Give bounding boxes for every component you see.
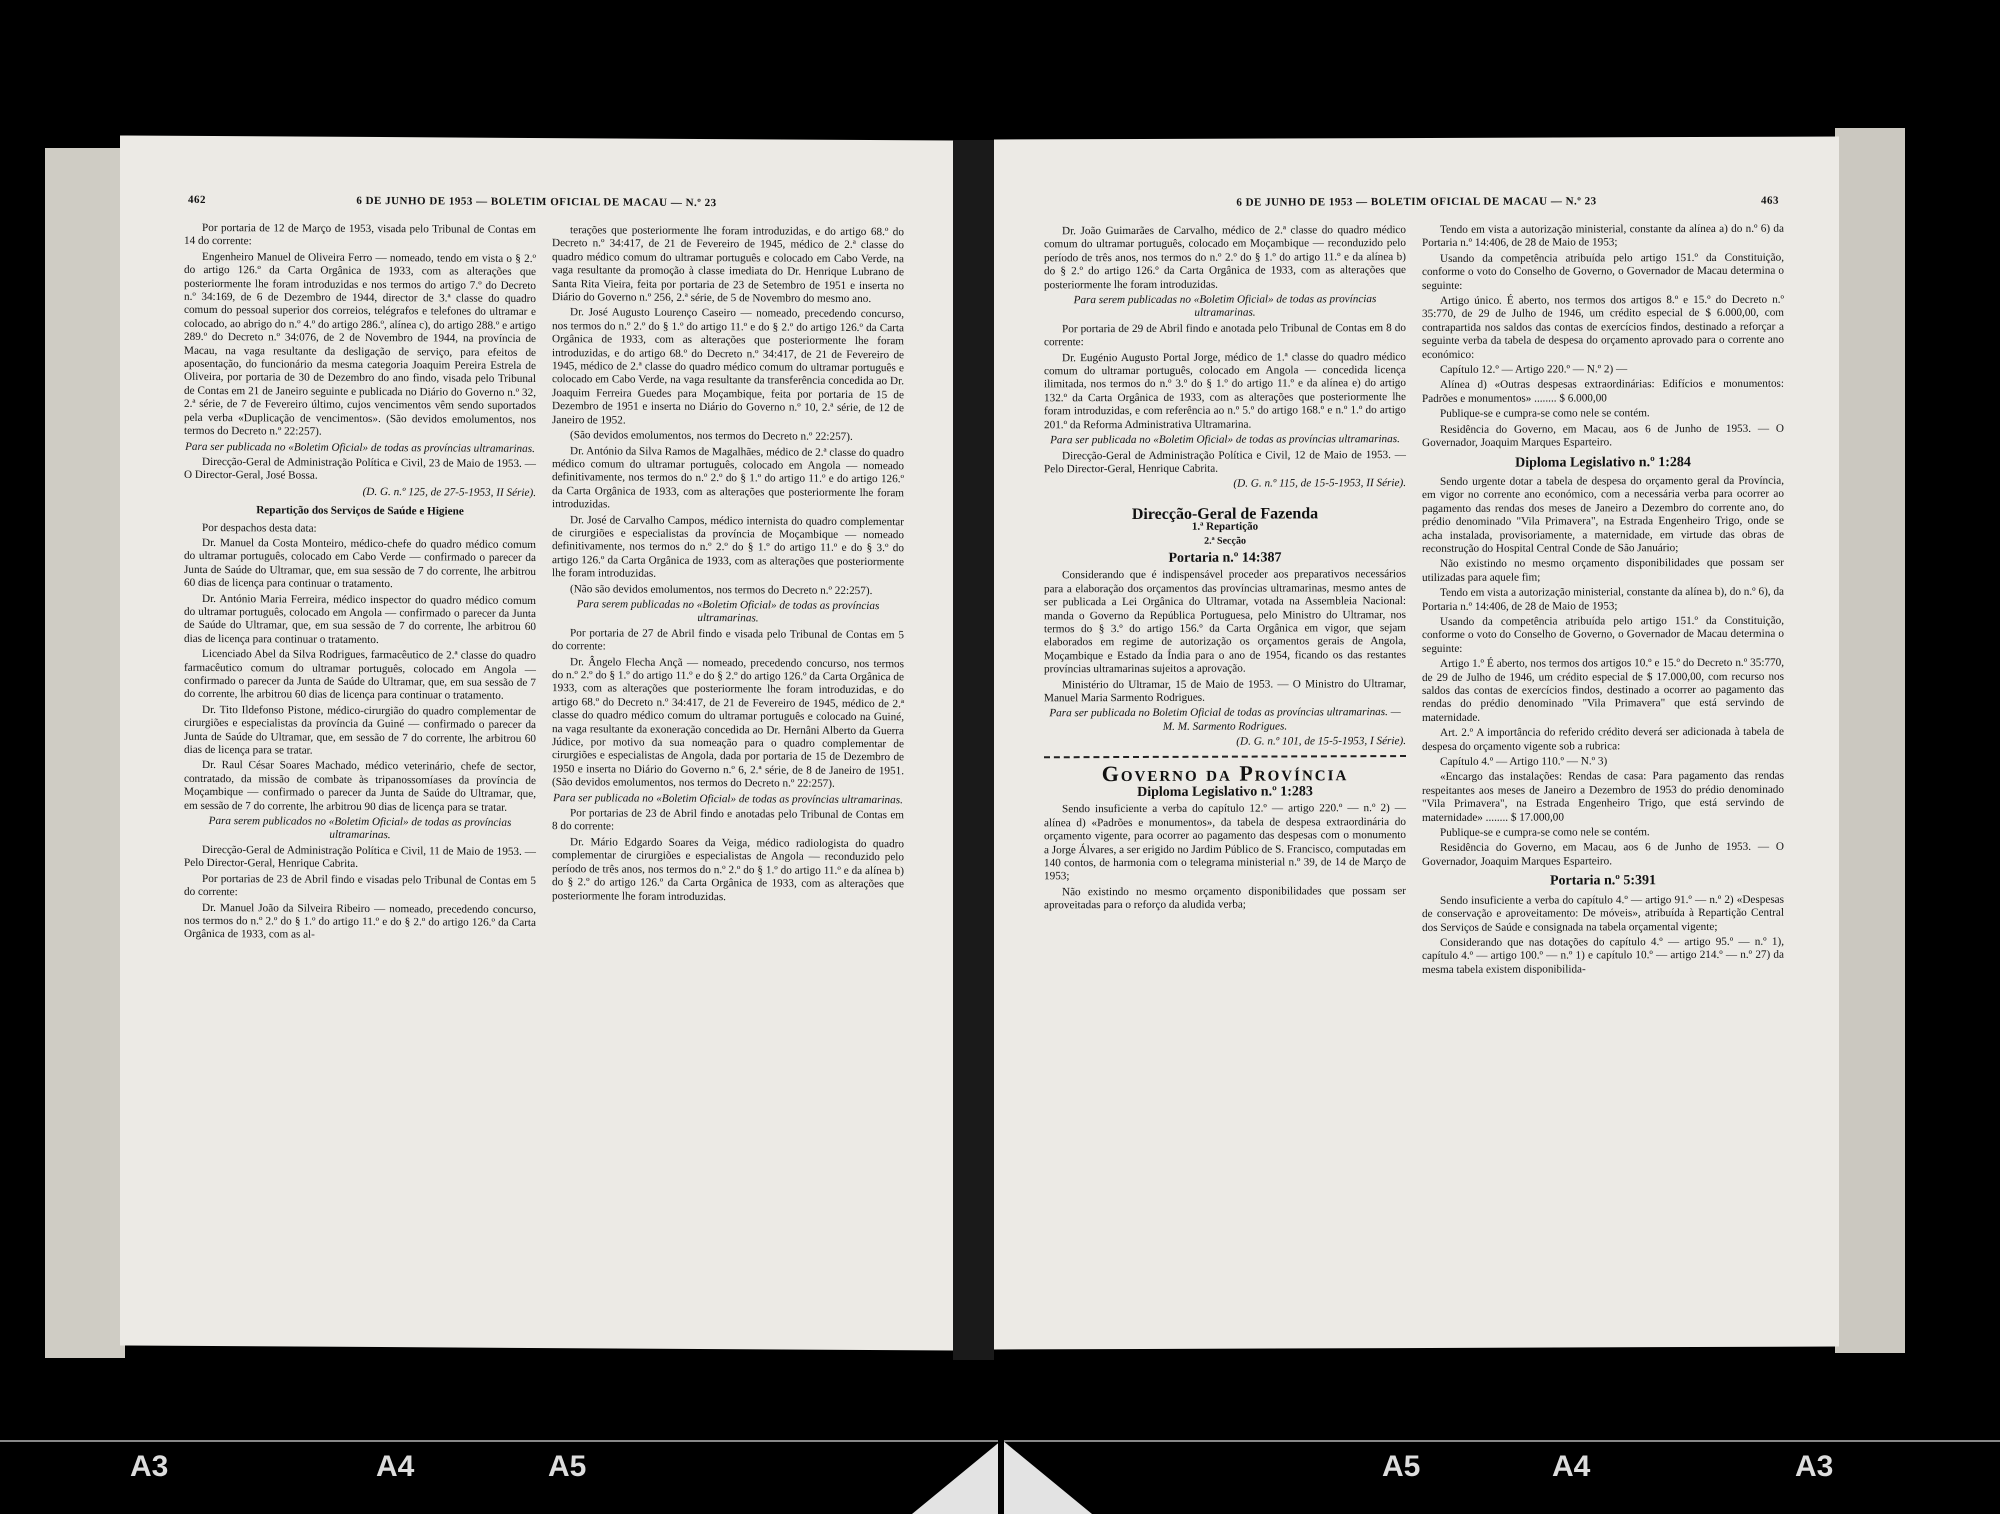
paragraph: Publique-se e cumpra-se como nele se contém. bbox=[1440, 826, 1650, 839]
left-column-1 bbox=[184, 222, 536, 946]
paragraph: Licenciado Abel da Silva Rodrigues, farmacêutico de 2.ª classe do quadro farmacêutico comum do ultramar português, colocado em Angola — confirmado o parecer da Junta de Saúde do Ultramar, que, em sua sessão de 7 do corrente, lhe arbitrou 60 dias de licença para continuar o tratamento. bbox=[184, 648, 536, 703]
paragraph: Dr. António Maria Ferreira, médico inspector do quadro médico comum do ultramar português, colocado em Angola — confirmado o parecer da Junta de Saúde do Ultramar, que, em sua sessão de 7 do corrente, lhe arbitrou 60 dias de licença para continuar o tratamento. bbox=[184, 592, 536, 646]
paragraph: Sendo insuficiente a verba do capítulo 12.º — artigo 220.º — n.º 2) — alínea d) «Padrões e monumentos», da tabela de despesa extraordinária do orçamento vigente, para ocorrer ao pagamento das despesas com o monumento a Jorge Álvares, a ser erigido no Jardim Público de S. Francisco, computadas em 140 contos, de harmonia com o telegrama ministerial n.º 39, de 14 de Março de 1953; bbox=[1044, 802, 1406, 883]
paragraph: Não existindo no mesmo orçamento disponibilidades que possam ser utilizadas para aquele fim; bbox=[1422, 557, 1784, 584]
paragraph: Capítulo 4.º — Artigo 110.º — N.º 3) bbox=[1440, 755, 1608, 768]
paragraph: Dr. José de Carvalho Campos, médico internista do quadro complementar de cirurgiões e especialistas da província de Moçambique — nomeado definitivamente, nos termos do n.º 2.º do § 1.º do artigo 11.º e do § 3.º do artigo 126.º da Carta Orgânica de 1933, com as alterações que posteriormente lhe foram introduzidas. bbox=[552, 513, 904, 580]
source-note: (D. G. n.º 125, de 27-5-1953, II Série). bbox=[362, 485, 536, 499]
right-column-2 bbox=[1422, 223, 1784, 979]
section-label: 2.ª Secção bbox=[1204, 535, 1246, 547]
paragraph: Artigo único. É aberto, nos termos dos artigos 8.º e 15.º do Decreto n.º 35:770, de 29 de Julho de 1946, um crédito especial de $ 6.000,00, com contrapartida nos saldos das contas de exercícios findos, destinado a reforçar a seguinte verba da tabela de despesa do orçamento aprovado para o corrente ano económico: bbox=[1422, 293, 1784, 361]
film-mark: A4 bbox=[376, 1450, 415, 1483]
page-number: 463 bbox=[1761, 194, 1779, 207]
paragraph: Dr. Ângelo Flecha Ançã — nomeado, precedendo concurso, nos termos do n.º 2.º do § 1.º do artigo 11.º e do § 2.º do artigo 126.º da Carta Orgânica de 1933, com as alterações que posteriormente lhe foram introduzidas, e do artigo 68.º do Decreto n.º 34:417, de 21 de Fevereiro de 1945, médico de 2.ª classe do quadro médico comum do ultramar português e colocado na Guiné, na vaga resultante da exoneração concedida ao Dr. Hernâni Alberto da Guerra Júdice, por motivo da sua nomeação para o quadro complementar de cirurgiões e especialistas de Angola, dada por portaria de 15 de Dezembro de 1950 e inserta no Diário do Governo n.º 6, 2.ª série, de 8 de Janeiro de 1951. (São devidos emolumentos, nos termos do Decreto n.º 22:257). bbox=[552, 655, 904, 791]
paragraph: Por portaria de 29 de Abril findo e anotada pelo Tribunal de Contas em 8 do corrente: bbox=[1044, 321, 1406, 349]
left-page-edge bbox=[45, 148, 125, 1358]
paragraph: Considerando que nas dotações do capítulo 4.º — artigo 95.º — n.º 1), capítulo 4.º — artigo 100.º — n.º 1) e capítulo 10.º — artigo 214.º — n.º 27) da mesma tabela existem disponibilida- bbox=[1422, 935, 1784, 976]
paragraph: «Encargo das instalações: Rendas de casa: Para pagamento das rendas respeitantes aos meses de Janeiro a Dezembro de 1953 do prédio denominado "Vila Primavera", na Estrada Engenheiro Trigo, que está servindo de maternidade» ........ $ 17.000,00 bbox=[1422, 770, 1784, 824]
paragraph: Capítulo 12.º — Artigo 220.º — N.º 2) — bbox=[1440, 363, 1628, 376]
publication-note: Para ser publicada no «Boletim Oficial» de todas as províncias ultramarinas. bbox=[553, 791, 903, 806]
right-page-edge bbox=[1835, 128, 1905, 1353]
right-page bbox=[994, 137, 1839, 1350]
paragraph: Por portarias de 23 de Abril findo e anotadas pelo Tribunal de Contas em 8 do corrente: bbox=[552, 807, 904, 833]
paragraph: Dr. Eugénio Augusto Portal Jorge, médico de 1.ª classe do quadro médico comum do ultramar português, colocado em Angola — concedida licença ilimitada, nos termos do n.º 3.º do § 1.º do artigo 11.º e da alínea e) do artigo 132.º da Carta Orgânica de 1933, com as alterações que posteriormente lhe foram introduzidas, e com referência ao n.º 5.º do artigo 168.º e n.º 1.º do artigo 201.º da Reforma Administrativa Ultramarina. bbox=[1044, 350, 1406, 431]
center-mark-gap bbox=[998, 1440, 1004, 1514]
right-page-header bbox=[994, 195, 1839, 218]
paragraph: Dr. Manuel da Costa Monteiro, médico-chefe do quadro médico comum do ultramar português, colocado em Cabo Verde — confirmado o parecer da Junta de Saúde do Ultramar, que, em sua sessão de 7 do corrente, lhe arbitrou 60 dias de licença para continuar o tratamento. bbox=[184, 536, 536, 591]
paragraph: Por portaria de 27 de Abril findo e visada pelo Tribunal de Contas em 5 do corrente: bbox=[552, 626, 904, 653]
publication-note: Para serem publicadas no «Boletim Oficial» de todas as províncias ultramarinas. bbox=[1073, 293, 1377, 320]
paragraph: Não existindo no mesmo orçamento disponibilidades que possam ser aproveitadas para o reforço da aludida verba; bbox=[1044, 884, 1406, 912]
spine-gutter bbox=[953, 140, 994, 1360]
source-note: (D. G. n.º 115, de 15-5-1953, II Série). bbox=[1233, 477, 1406, 490]
paragraph: Usando da competência atribuída pelo artigo 151.º da Constituição, conforme o voto do Conselho de Governo, o Governador de Macau determina o seguinte: bbox=[1422, 614, 1784, 655]
paragraph: Ministério do Ultramar, 15 de Maio de 1953. — O Ministro do Ultramar, Manuel Maria Sarmento Rodrigues. bbox=[1044, 677, 1406, 705]
film-mark: A4 bbox=[1552, 1450, 1591, 1483]
paragraph: Engenheiro Manuel de Oliveira Ferro — nomeado, tendo em vista o § 2.º do artigo 126.º da Carta Orgânica de 1933, com as alterações que posteriormente lhe foram introduzidas e nos termos do artigo 7.º do Decreto n.º 34:169, de 6 de Dezembro de 1944, director de 3.ª classe do quadro comum do pessoal superior dos correios, telégrafos e telefones do ultramar e colocado, ao abrigo do n.º 4.º do artigo 286.º, alínea c), do artigo 288.º e artigo 289.º do Decreto n.º 34:076, de 2 de Novembro de 1944, na província de Macau, na vaga resultante da desligação de serviço, para efeitos de aposentação, do funcionário da mesma categoria Joaquim Pereira Estrela de Oliveira, por portaria de 30 de Dezembro do ano findo, visada pelo Tribunal de Contas em 21 de Janeiro seguinte e publicada no Diário do Governo n.º 32, 2.ª série, de 7 de Fevereiro último, cujos vencimentos vêm sendo suportados pela verba «Duplicação de vencimentos». (São devidos emolumentos, nos termos do Decreto n.º 22:257). bbox=[184, 250, 536, 438]
diploma-title: Diploma Legislativo n.º 1:284 bbox=[1515, 454, 1691, 471]
publication-note: Para serem publicados no «Boletim Oficial» de todas as províncias ultramarinas. bbox=[208, 815, 512, 842]
government-title: Governo da Província bbox=[1101, 759, 1349, 786]
paragraph: Sendo urgente dotar a tabela de despesa do orçamento geral da Província, em vigor no corrente ano económico, com a necessária verba para ocorrer ao pagamento das rendas dos meses de Janeiro a Dezembro do corrente ano, do prédio denominado "Vila Primavera", na Estrada Engenheiro Trigo, onde se acha instalada, provisoriamente, a maternidade, em virtude das obras de reconstrução do Hospital Central Conde de São Januário; bbox=[1422, 474, 1784, 555]
paragraph: Por portaria de 12 de Março de 1953, visada pelo Tribunal de Contas em 14 do corrente: bbox=[184, 221, 536, 248]
paragraph: Dr. Raul César Soares Machado, médico veterinário, chefe de sector, contratado, da missão de combate às tripanossomíases da província de Moçambique — confirmado o parecer da Junta de Saúde do Ultramar, que, em sessão de 7 do corrente, lhe arbitrou 90 dias de licença para se tratar. bbox=[184, 759, 536, 814]
film-mark: A5 bbox=[1382, 1450, 1421, 1483]
paragraph: Publique-se e cumpra-se como nele se contém. bbox=[1440, 407, 1650, 421]
publication-note: Para ser publicada no «Boletim Oficial» de todas as províncias ultramarinas. bbox=[185, 440, 535, 455]
paragraph: Alínea d) «Outras despesas extraordinárias: Edifícios e monumentos: Padrões e monumentos» ........ $ 6.000,00 bbox=[1422, 378, 1784, 405]
paragraph: Considerando que é indispensável proceder aos preparativos necessários para a elaboração dos orçamentos das províncias ultramarinas, mesmo antes de ser publicada a Lei Orgânica do Ultramar, votada na Assembleia Nacional: manda o Governo da República Portuguesa, pelo Ministro do Ultramar, nos termos do § 3.º do artigo 156.º da Carta Orgânica em vigor, que sejam elaborados em regime de autorização os orçamentos gerais de Angola, Moçambique e Estado da Índia para o ano de 1954, ficando os das restantes províncias ultramarinas sujeitos a aprovação. bbox=[1044, 568, 1406, 676]
publication-note: Para serem publicadas no «Boletim Oficial» de todas as províncias ultramarinas. bbox=[576, 598, 880, 625]
paragraph: Direcção-Geral de Administração Política e Civil, 23 de Maio de 1953. — O Director-Geral, José Bossa. bbox=[184, 455, 536, 482]
paragraph: Dr. António da Silva Ramos de Magalhães, médico de 2.ª classe do quadro médico comum do ultramar português, colocado em Angola — nomeado definitivamente, nos termos do n.º 2.º do § 1.º do artigo 11.º e do artigo 126.º da Carta Orgânica de 1933, com as alterações que posteriormente lhe foram introduzidas. bbox=[552, 444, 904, 511]
paragraph: (São devidos emolumentos, nos termos do Decreto n.º 22:257). bbox=[570, 429, 853, 444]
section-title: Direcção-Geral de Fazenda bbox=[1131, 505, 1319, 523]
running-head: 6 DE JUNHO DE 1953 — BOLETIM OFICIAL DE MACAU — N.º 23 bbox=[356, 194, 717, 210]
left-page bbox=[120, 135, 953, 1350]
paragraph: Direcção-Geral de Administração Política e Civil, 11 de Maio de 1953. — Pelo Director-Geral, Henrique Cabrita. bbox=[184, 843, 536, 871]
paragraph: Por portarias de 23 de Abril findo e visadas pelo Tribunal de Contas em 5 do corrente: bbox=[184, 872, 536, 899]
film-mark: A5 bbox=[548, 1450, 587, 1483]
film-mark: A3 bbox=[1795, 1450, 1834, 1483]
running-head: 6 DE JUNHO DE 1953 — BOLETIM OFICIAL DE MACAU — N.º 23 bbox=[1236, 195, 1597, 209]
left-page-header bbox=[120, 193, 953, 218]
left-column-2 bbox=[552, 224, 904, 907]
page-number: 462 bbox=[188, 193, 206, 206]
paragraph: Usando da competência atribuída pelo artigo 151.º da Constituição, conforme o voto do Conselho de Governo, o Governador de Macau determina o seguinte: bbox=[1422, 251, 1784, 292]
paragraph: Residência do Governo, em Macau, aos 6 de Junho de 1953. — O Governador, Joaquim Marques Esparteiro. bbox=[1422, 841, 1784, 868]
repartition-label: 1.ª Repartição bbox=[1191, 520, 1259, 533]
source-note: (D. G. n.º 101, de 15-5-1953, I Série). bbox=[1236, 735, 1406, 748]
paragraph: Por despachos desta data: bbox=[202, 521, 317, 535]
paragraph: Tendo em vista a autorização ministerial, constante da alínea a) do n.º 6) da Portaria n.º 14:406, de 28 de Maio de 1953; bbox=[1422, 222, 1784, 250]
publication-note: Para ser publicada no Boletim Oficial de todas as províncias ultramarinas. — M. M. Sarmento Rodrigues. bbox=[1049, 706, 1401, 733]
paragraph: Direcção-Geral de Administração Política e Civil, 12 de Maio de 1953. — Pelo Director-Geral, Henrique Cabrita. bbox=[1044, 448, 1406, 476]
film-mark: A3 bbox=[130, 1450, 169, 1483]
paragraph: Dr. Tito Ildefonso Pistone, médico-cirurgião do quadro complementar de cirurgiões e especialistas da província da Guiné — confirmado o parecer da Junta de Saúde do Ultramar, que, em sessão de 7 do corrente, lhe arbitrou 60 dias de licença para se tratar. bbox=[184, 703, 536, 757]
paragraph: Tendo em vista a autorização ministerial, constante da alínea b), do n.º 6), da Portaria n.º 14:406, de 28 de Maio de 1953; bbox=[1422, 585, 1784, 613]
portaria-title: Portaria n.º 14:387 bbox=[1168, 550, 1282, 566]
paragraph: Dr. João Guimarães de Carvalho, médico de 2.ª classe do quadro médico comum do ultramar português, colocado em Moçambique — reconduzido pelo período de três anos, nos termos do n.º 2.º do § 1.º do artigo 11.º e da alínea b) do § 2.º do artigo 126.º da Carta Orgânica de 1933, com as alterações que posteriormente lhe foram introduzidas. bbox=[1044, 224, 1406, 291]
paragraph: (Não são devidos emolumentos, nos termos do Decreto n.º 22:257). bbox=[570, 582, 873, 597]
paragraph: Dr. Manuel João da Silveira Ribeiro — nomeado, precedendo concurso, nos termos do n.º 2.º do § 1.º do artigo 11.º e do § 2.º do artigo 126.º da Carta Orgânica de 1933, com as al- bbox=[184, 901, 536, 941]
right-column-1 bbox=[1044, 224, 1406, 915]
publication-note: Para ser publicada no «Boletim Oficial» de todas as províncias ultramarinas. bbox=[1050, 433, 1400, 447]
section-heading: Repartição dos Serviços de Saúde e Higiene bbox=[256, 504, 464, 518]
diploma-title: Diploma Legislativo n.º 1:283 bbox=[1137, 784, 1313, 801]
paragraph: terações que posteriormente lhe foram introduzidas, e do artigo 68.º do Decreto n.º 34:417, de 21 de Fevereiro de 1945, médico de 2.ª classe do quadro médico comum do ultramar português e colocado em Cabo Verde, na vaga resultante da promoção à classe imediata do Dr. Henrique Lubrano de Santa Rita Vieira, feita por portaria de 23 de Setembro de 1951 e inserta no Diário do Governo n.º 256, 2.ª série, de 5 de Novembro do mesmo ano. bbox=[552, 224, 904, 306]
paragraph: Artigo 1.º É aberto, nos termos dos artigos 10.º e 15.º do Decreto n.º 35:770, de 29 de Julho de 1946, um crédito especial de $ 17.000,00, com recurso nos saldos das contas de exercícios findos, destinado a ocorrer ao pagamento das rendas do prédio denominado "Vila Primavera" que está servindo de maternidade. bbox=[1422, 656, 1784, 724]
portaria-title: Portaria n.º 5:391 bbox=[1549, 873, 1657, 889]
paragraph: Art. 2.º A importância do referido crédito deverá ser adicionada à tabela de despesa do orçamento vigente sob a rubrica: bbox=[1422, 725, 1784, 753]
paragraph: Dr. Mário Edgardo Soares da Veiga, médico radiologista do quadro complementar de cirurgiões e especialistas de Angola — reconduzido pelo período de três anos, nos termos do n.º 2.º do § 1.º do artigo 11.º e da alínea b) do § 2.º do artigo 126.º da Carta Orgânica de 1933, com as alterações que posteriormente lhe foram introduzidas. bbox=[552, 836, 904, 903]
paragraph: Sendo insuficiente a verba do capítulo 4.º — artigo 91.º — n.º 2) «Despesas de conservação e aproveitamento: De móveis», atribuída à Repartição Central dos Serviços de Saúde e consignada na tabela orçamental vigente; bbox=[1422, 893, 1784, 934]
paragraph: Dr. José Augusto Lourenço Caseiro — nomeado, precedendo concurso, nos termos do n.º 2.º do § 1.º do artigo 11.º e do § 2.º do artigo 126.º da Carta Orgânica de 1933, com as alterações que posteriormente lhe foram introduzidas, e do artigo 68.º do Decreto n.º 34:417, de 21 de Fevereiro de 1945, médico de 2.ª classe do quadro médico comum do ultramar português e colocado em Cabo Verde, na vaga resultante da transferência concedida ao Dr. Joaquim Ferreira Guedes para Moçambique, feita por portaria de 15 de Dezembro de 1951 e inserta no Diário do Governo n.º 10, 2.ª série, de 12 de Janeiro de 1952. bbox=[552, 306, 904, 427]
paragraph: Residência do Governo, em Macau, aos 6 de Junho de 1953. — O Governador, Joaquim Marques Esparteiro. bbox=[1422, 422, 1784, 450]
